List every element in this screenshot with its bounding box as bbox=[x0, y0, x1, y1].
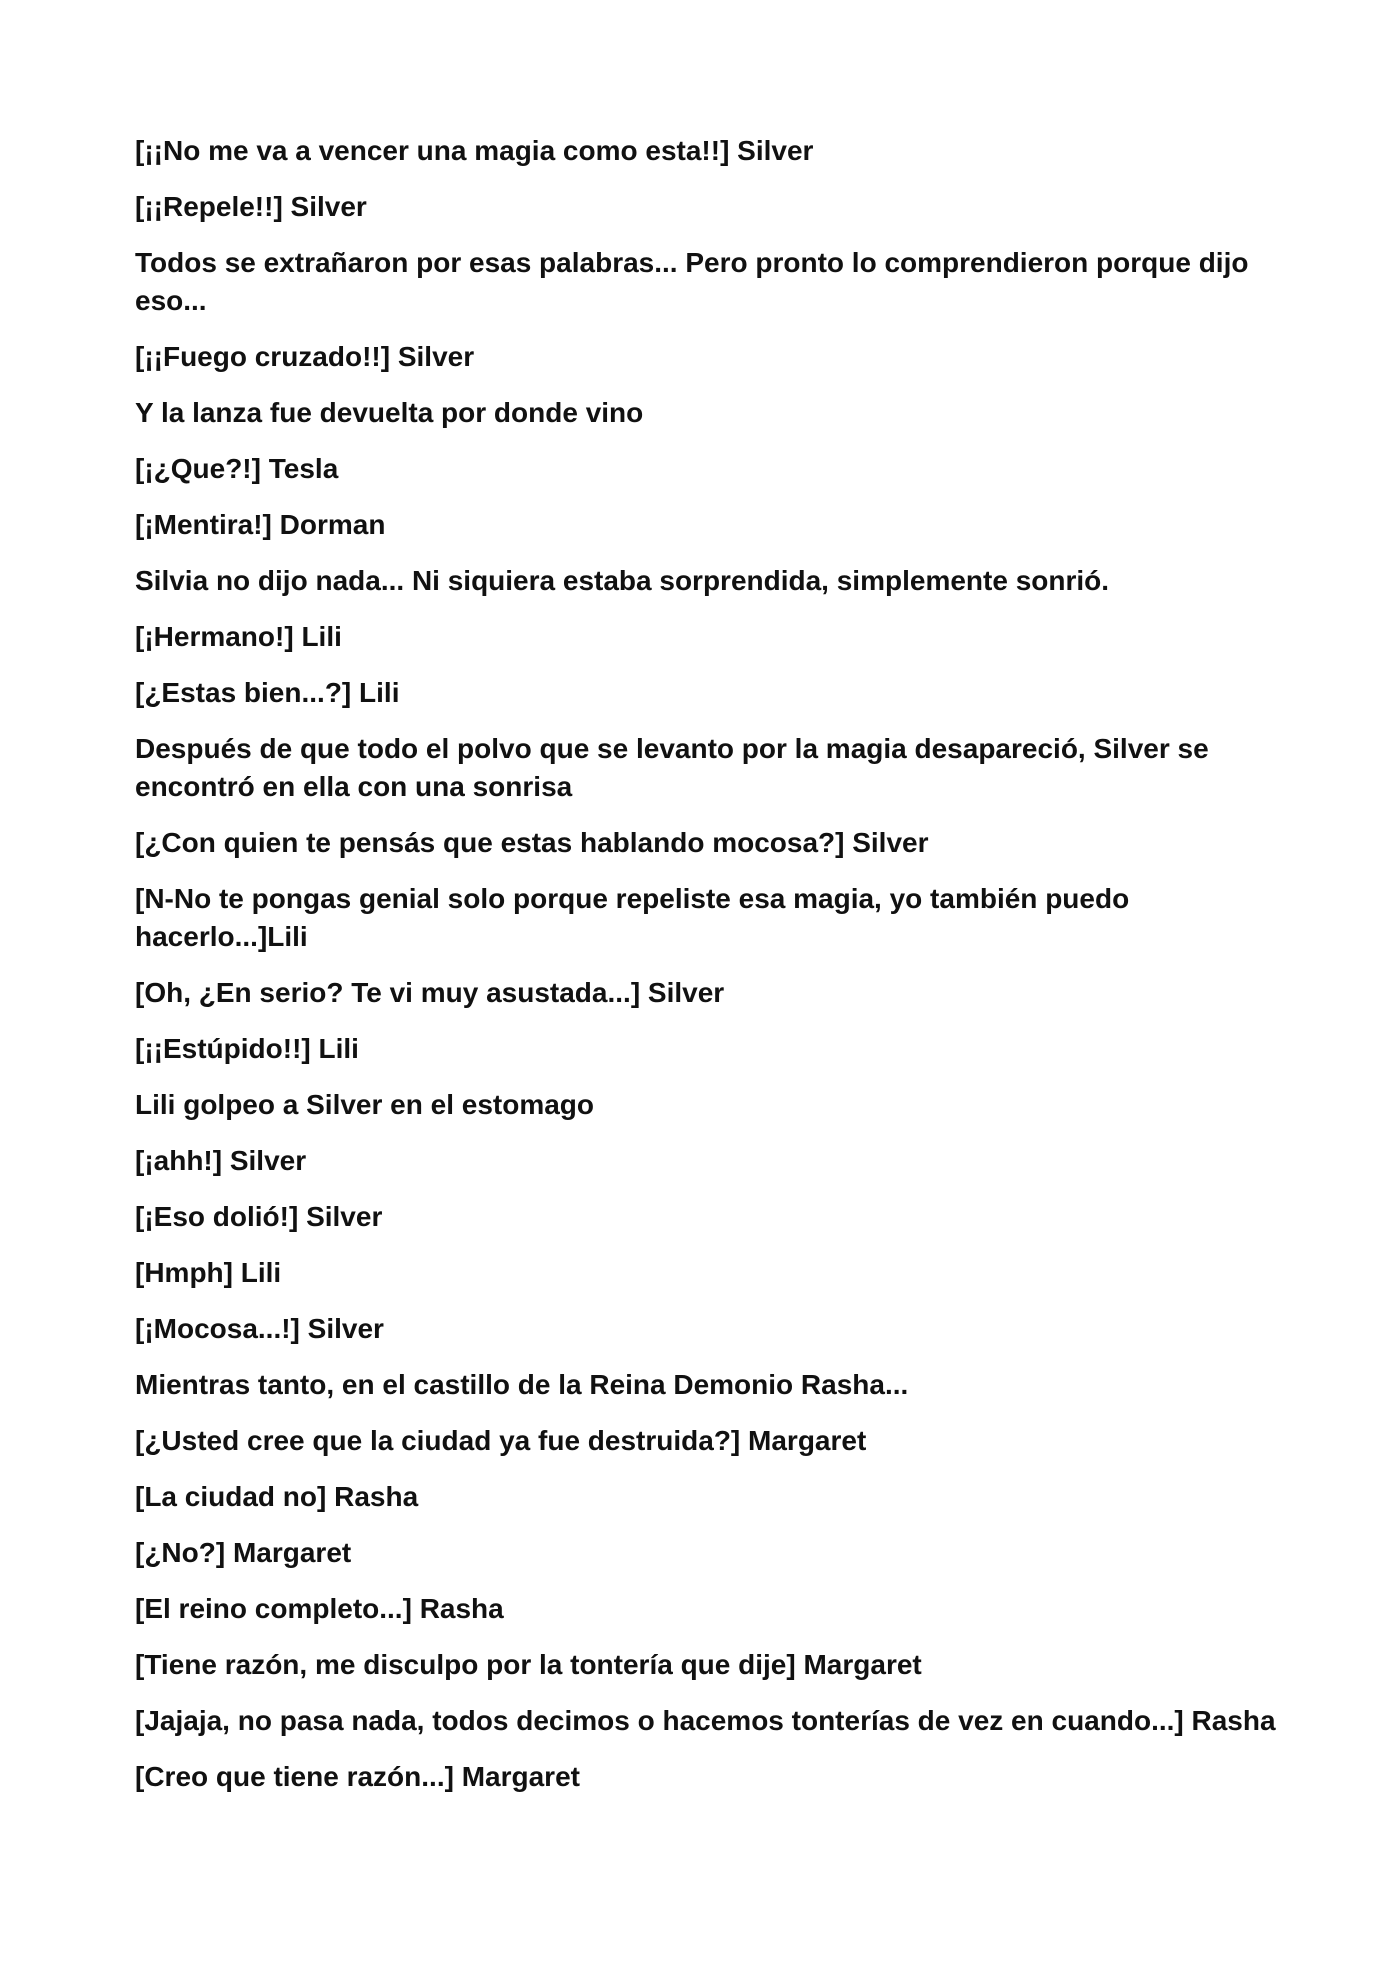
paragraph: [El reino completo...] Rasha bbox=[135, 1593, 504, 1624]
paragraph: [¡¡No me va a vencer una magia como esta!!] Silver bbox=[135, 135, 814, 166]
paragraph: [¡ahh!] Silver bbox=[135, 1145, 307, 1176]
paragraph: Silvia no dijo nada... Ni siquiera estaba sorprendida, simplemente sonrió. bbox=[135, 565, 1110, 596]
paragraph: Lili golpeo a Silver en el estomago bbox=[135, 1089, 595, 1120]
paragraph: [¡Eso dolió!] Silver bbox=[135, 1201, 383, 1232]
paragraph: [¡¡Fuego cruzado!!] Silver bbox=[135, 341, 475, 372]
paragraph: [Jajaja, no pasa nada, todos decimos o hacemos tonterías de vez en cuando...] Rasha bbox=[135, 1705, 1276, 1736]
paragraph: Después de que todo el polvo que se levanto por la magia desapareció, Silver se encontró en ella con una sonrisa bbox=[135, 733, 1209, 802]
paragraph: [¡Mocosa...!] Silver bbox=[135, 1313, 384, 1344]
paragraph: [Creo que tiene razón...] Margaret bbox=[135, 1761, 580, 1792]
paragraph: [Oh, ¿En serio? Te vi muy asustada...] Silver bbox=[135, 977, 725, 1008]
paragraph: [¡¿Que?!] Tesla bbox=[135, 453, 339, 484]
paragraph: Mientras tanto, en el castillo de la Reina Demonio Rasha... bbox=[135, 1369, 909, 1400]
paragraph: Todos se extrañaron por esas palabras... Pero pronto lo comprendieron porque dijo eso... bbox=[135, 247, 1249, 316]
paragraph: [¡¡Repele!!] Silver bbox=[135, 191, 367, 222]
paragraph: Y la lanza fue devuelta por donde vino bbox=[135, 397, 644, 428]
paragraph: [¿Usted cree que la ciudad ya fue destruida?] Margaret bbox=[135, 1425, 867, 1456]
paragraph: [¿No?] Margaret bbox=[135, 1537, 352, 1568]
paragraph: [N-No te pongas genial solo porque repeliste esa magia, yo también puedo hacerlo...]Lili bbox=[135, 883, 1130, 952]
paragraph: [¡Mentira!] Dorman bbox=[135, 509, 386, 540]
paragraph: [La ciudad no] Rasha bbox=[135, 1481, 419, 1512]
paragraph: [Hmph] Lili bbox=[135, 1257, 282, 1288]
paragraph: [Tiene razón, me disculpo por la tontería que dije] Margaret bbox=[135, 1649, 922, 1680]
document-body bbox=[135, 132, 1280, 1796]
paragraph: [¡Hermano!] Lili bbox=[135, 621, 342, 652]
paragraph: [¿Con quien te pensás que estas hablando mocosa?] Silver bbox=[135, 827, 929, 858]
paragraph: [¡¡Estúpido!!] Lili bbox=[135, 1033, 359, 1064]
paragraph: [¿Estas bien...?] Lili bbox=[135, 677, 400, 708]
